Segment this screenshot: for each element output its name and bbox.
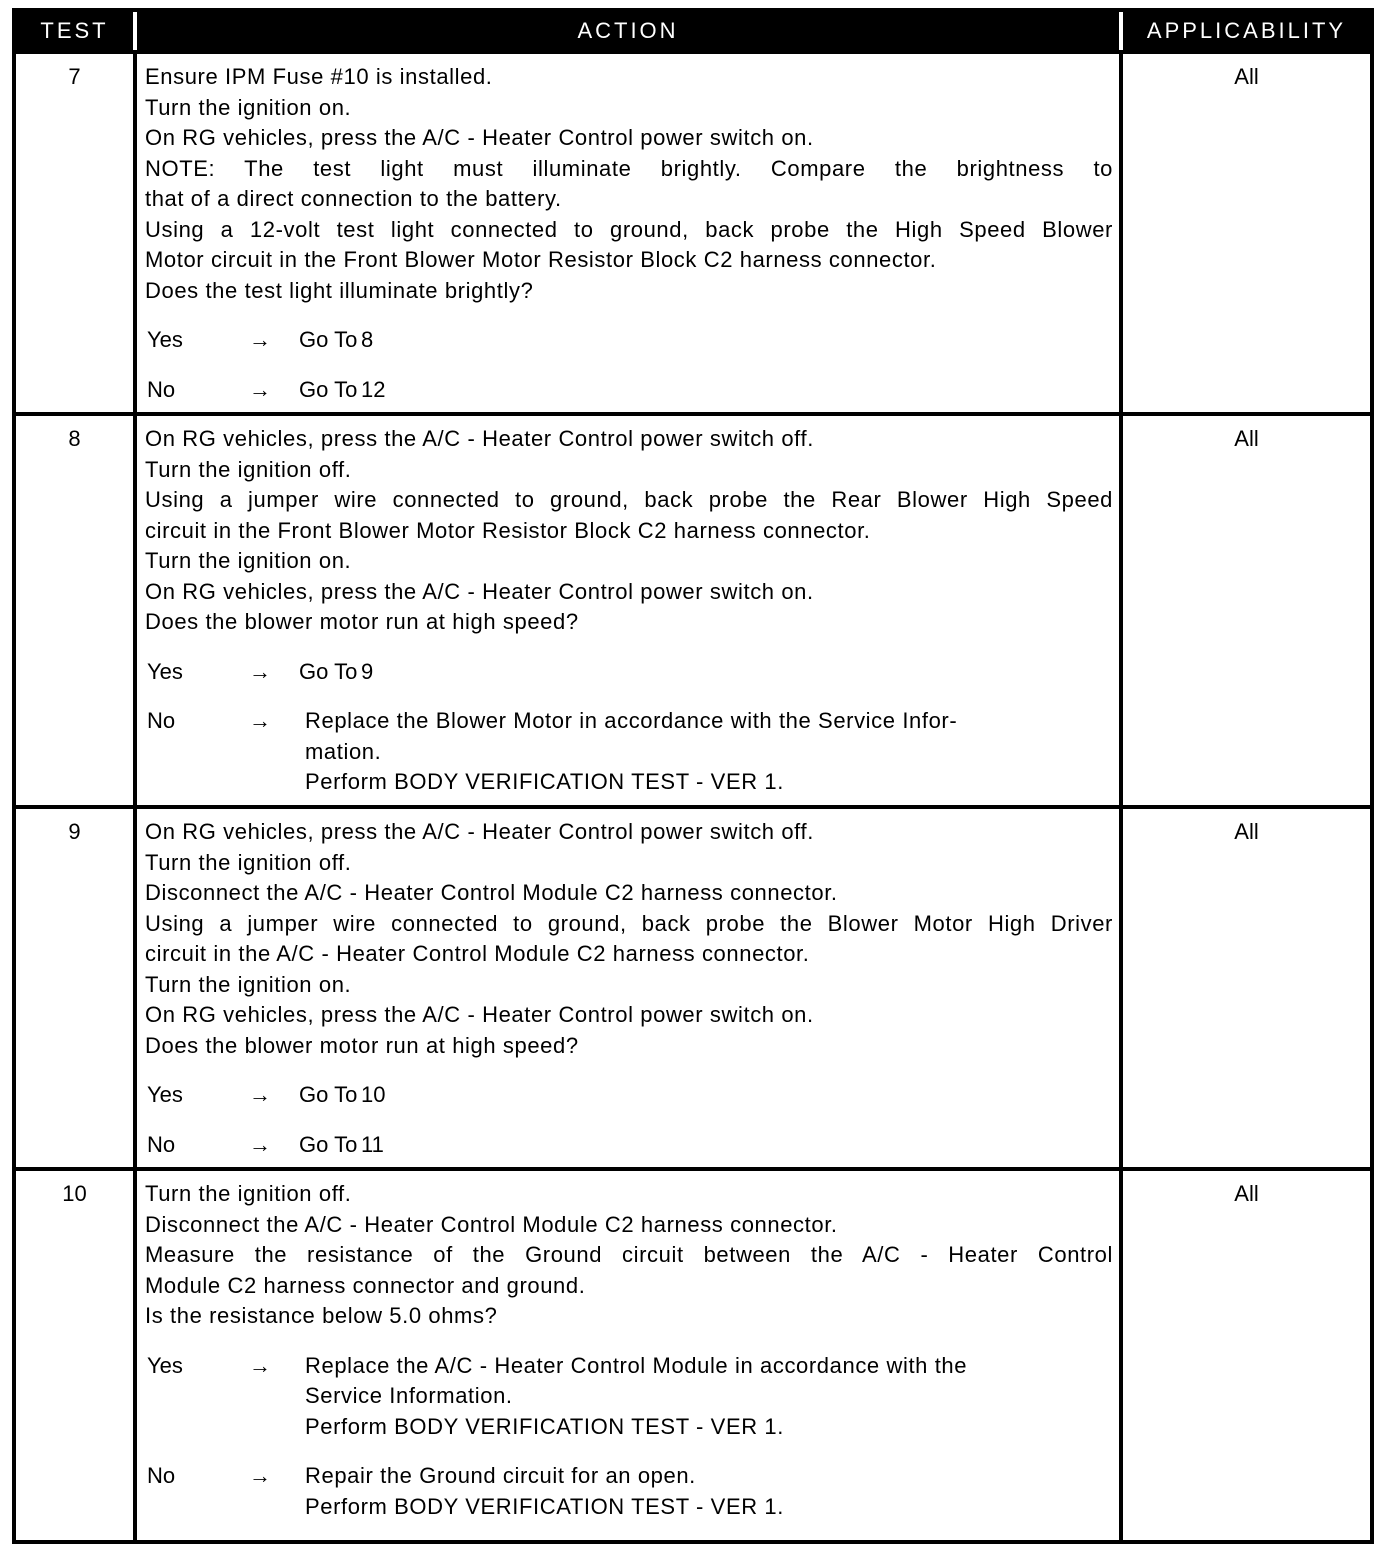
- goto-target: 11: [361, 1131, 384, 1157]
- outcome-line: Repair the Ground circuit for an open.: [305, 1463, 696, 1488]
- action-line: Turn the ignition on.: [145, 548, 352, 573]
- goto-target: 9: [361, 658, 374, 684]
- applicability-value: All: [1123, 1167, 1370, 1541]
- no-outcome: [299, 1461, 1113, 1522]
- outcome-line: Replace the Blower Motor in accordance with the Service Infor-: [305, 708, 958, 733]
- action-line: circuit in the Front Blower Motor Resistor Block C2 harness connector.: [145, 517, 871, 543]
- arrow-icon: →: [249, 1352, 271, 1378]
- header-action: ACTION: [137, 12, 1123, 50]
- action-cell: [137, 412, 1123, 805]
- action-line: that of a direct connection to the battery.: [145, 186, 562, 211]
- outcome-line: Perform BODY VERIFICATION TEST - VER 1.: [305, 769, 784, 794]
- yes-outcome: [299, 1351, 1113, 1443]
- header-applicability: APPLICABILITY: [1123, 12, 1370, 50]
- outcome-line: Service Information.: [305, 1383, 513, 1408]
- outcome-line: mation.: [305, 738, 382, 764]
- action-line: Turn the ignition off.: [145, 456, 352, 482]
- goto-label: Go To: [299, 1131, 358, 1157]
- action-line: Turn the ignition off.: [145, 1181, 352, 1206]
- goto-label: Go To: [299, 327, 358, 352]
- action-line: Using a jumper wire connected to ground, back probe the Blower Motor High Driver: [145, 910, 1113, 936]
- action-line: Does the blower motor run at high speed?: [145, 1032, 579, 1058]
- action-line: Does the test light illuminate brightly?: [145, 277, 534, 303]
- no-label: No: [147, 376, 176, 402]
- goto-target: 8: [361, 327, 374, 352]
- action-line: Turn the ignition on.: [145, 94, 352, 120]
- no-result: [145, 1461, 1113, 1522]
- test-number: 9: [16, 805, 137, 1167]
- action-line: Using a 12-volt test light connected to ground, back probe the High Speed Blower: [145, 216, 1113, 242]
- action-line: Does the blower motor run at high speed?: [145, 609, 579, 634]
- action-line: On RG vehicles, press the A/C - Heater Control power switch on.: [145, 125, 814, 150]
- outcome-line: Perform BODY VERIFICATION TEST - VER 1.: [305, 1413, 784, 1439]
- action-cell: [137, 805, 1123, 1167]
- arrow-icon: →: [249, 1463, 271, 1488]
- action-line: NOTE: The test light must illuminate brightly. Compare the brightness to: [145, 155, 1113, 181]
- no-label: No: [147, 1463, 176, 1488]
- goto-label: Go To: [299, 376, 358, 402]
- no-result: [145, 706, 1113, 798]
- outcome-line: Perform BODY VERIFICATION TEST - VER 1.: [305, 1493, 784, 1519]
- action-line: Motor circuit in the Front Blower Motor Resistor Block C2 harness connector.: [145, 247, 937, 272]
- diagnostic-test-table: [12, 8, 1374, 1544]
- outcome-line: Replace the A/C - Heater Control Module in accordance with the: [305, 1352, 968, 1378]
- goto-label: Go To: [299, 1082, 358, 1107]
- header-test: TEST: [16, 12, 137, 50]
- arrow-icon: →: [249, 1131, 271, 1157]
- result-options: [145, 1080, 1113, 1160]
- action-line: Module C2 harness connector and ground.: [145, 1272, 586, 1298]
- yes-label: Yes: [147, 1082, 183, 1107]
- arrow-icon: →: [249, 708, 271, 733]
- applicability-value: All: [1123, 50, 1370, 412]
- action-line: Ensure IPM Fuse #10 is installed.: [145, 64, 493, 89]
- test-number: 7: [16, 50, 137, 412]
- action-line: Disconnect the A/C - Heater Control Module C2 harness connector.: [145, 880, 838, 905]
- action-line: Turn the ignition off.: [145, 849, 352, 875]
- applicability-value: All: [1123, 805, 1370, 1167]
- no-result: [145, 1130, 1113, 1161]
- action-line: On RG vehicles, press the A/C - Heater Control power switch off.: [145, 819, 814, 844]
- action-line: On RG vehicles, press the A/C - Heater Control power switch off.: [145, 426, 814, 451]
- arrow-icon: →: [249, 327, 271, 352]
- action-cell: [137, 50, 1123, 412]
- yes-result: [145, 1080, 1113, 1111]
- action-line: On RG vehicles, press the A/C - Heater Control power switch on.: [145, 1002, 814, 1027]
- no-label: No: [147, 708, 176, 733]
- no-outcome: [299, 706, 1113, 798]
- arrow-icon: →: [249, 376, 271, 402]
- arrow-icon: →: [249, 1082, 271, 1107]
- action-line: Using a jumper wire connected to ground, back probe the Rear Blower High Speed: [145, 487, 1113, 512]
- action-line: Turn the ignition on.: [145, 971, 352, 997]
- result-options: [145, 325, 1113, 405]
- action-line: Is the resistance below 5.0 ohms?: [145, 1303, 498, 1328]
- yes-result: [145, 1351, 1113, 1443]
- no-result: [145, 375, 1113, 406]
- test-number: 8: [16, 412, 137, 805]
- action-cell: [137, 1167, 1123, 1541]
- arrow-icon: →: [249, 658, 271, 684]
- action-line: On RG vehicles, press the A/C - Heater Control power switch on.: [145, 578, 814, 604]
- yes-result: [145, 657, 1113, 688]
- no-label: No: [147, 1131, 176, 1157]
- result-options: [145, 657, 1113, 798]
- yes-label: Yes: [147, 658, 183, 684]
- goto-label: Go To: [299, 658, 358, 684]
- action-line: Measure the resistance of the Ground circuit between the A/C - Heater Control: [145, 1242, 1113, 1267]
- goto-target: 10: [361, 1082, 386, 1107]
- action-line: Disconnect the A/C - Heater Control Module C2 harness connector.: [145, 1211, 838, 1237]
- action-line: circuit in the A/C - Heater Control Module C2 harness connector.: [145, 941, 810, 966]
- goto-target: 12: [361, 376, 386, 402]
- applicability-value: All: [1123, 412, 1370, 805]
- yes-label: Yes: [147, 327, 183, 352]
- test-number: 10: [16, 1167, 137, 1541]
- result-options: [145, 1351, 1113, 1523]
- yes-label: Yes: [147, 1352, 183, 1378]
- yes-result: [145, 325, 1113, 356]
